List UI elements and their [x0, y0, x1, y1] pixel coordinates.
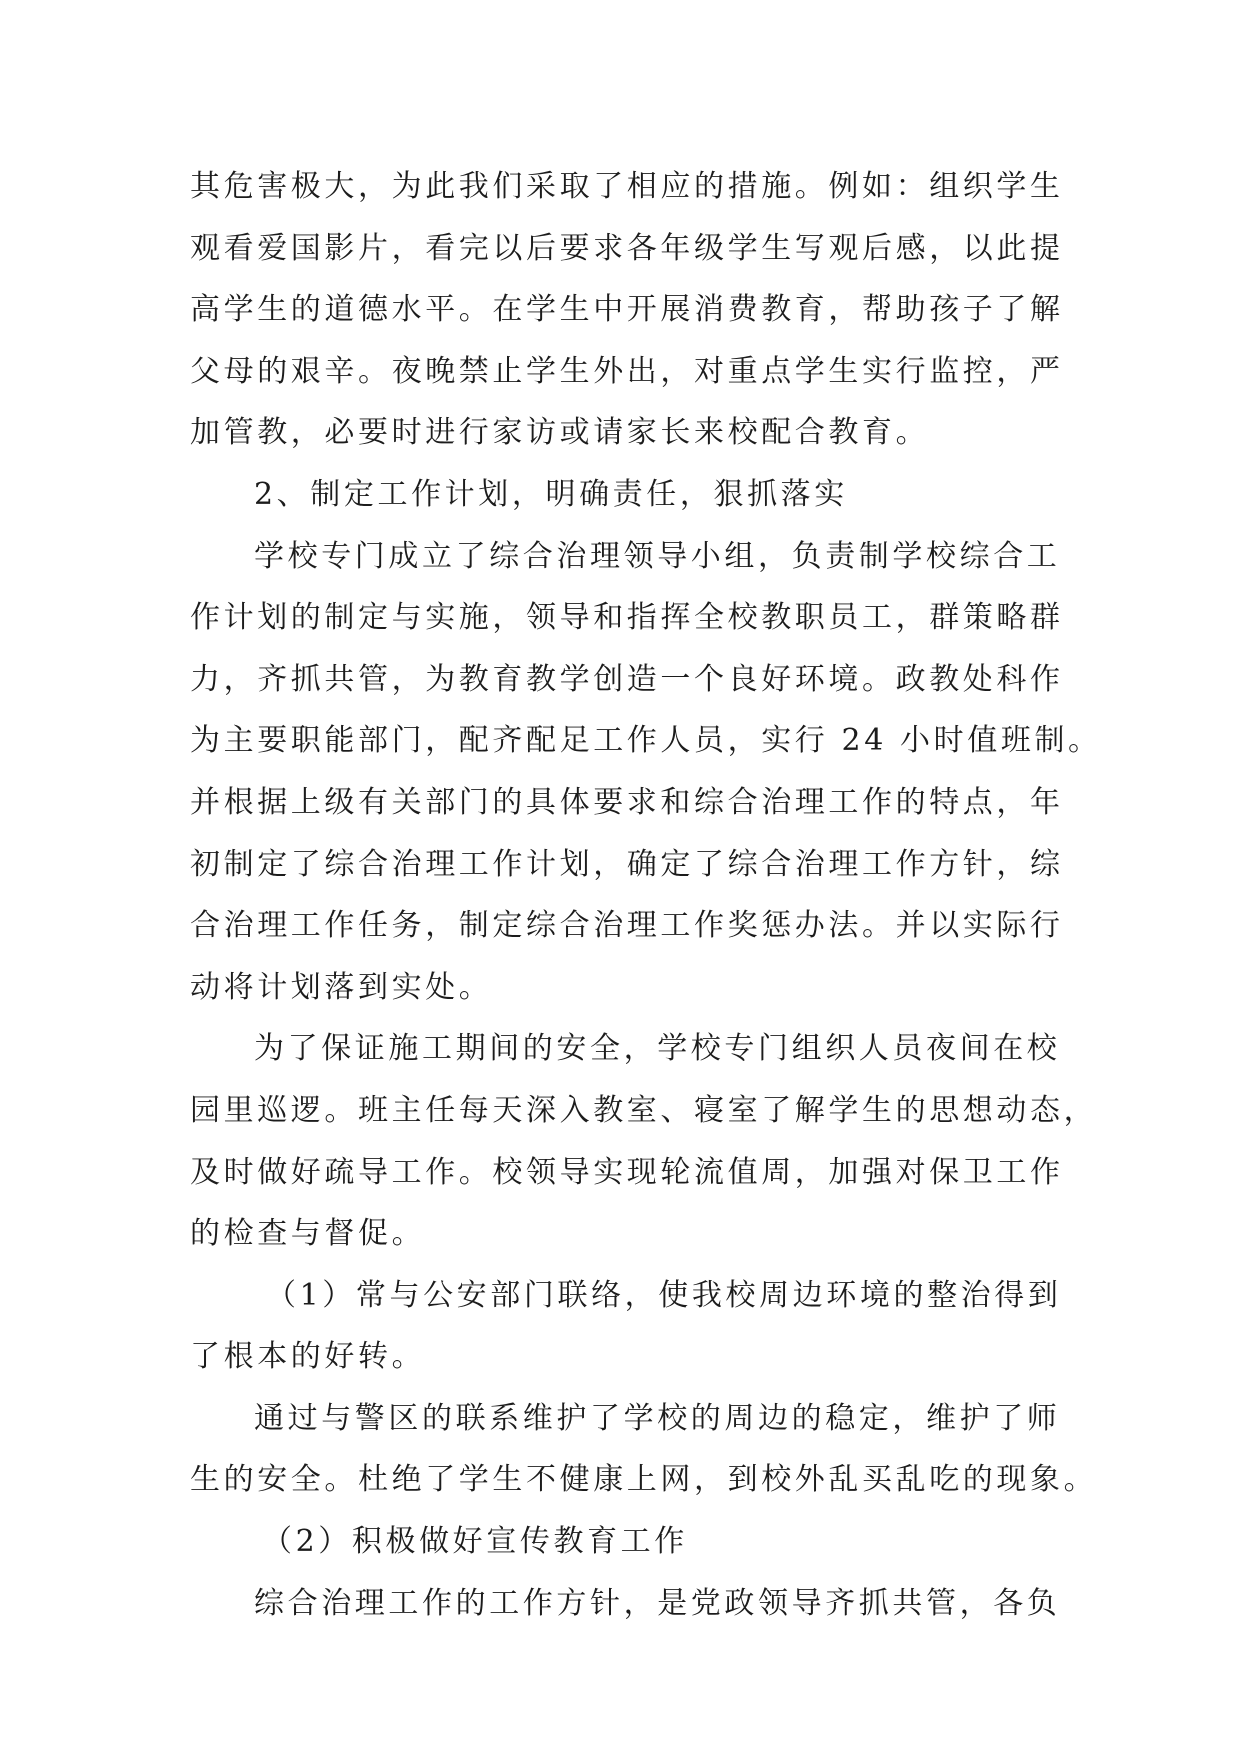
text-line: 力，齐抓共管，为教育教学创造一个良好环境。政教处科作: [190, 661, 1064, 697]
subsection-heading: （1）常与公安部门联络，使我校周边环境的整治得到: [266, 1277, 1062, 1313]
text-line: 生的安全。杜绝了学生不健康上网，到校外乱买乱吃的现象。: [190, 1462, 1098, 1498]
subsection-heading: （2）积极做好宣传教育工作: [262, 1524, 688, 1560]
text-line: 通过与警区的联系维护了学校的周边的稳定，维护了师: [254, 1400, 1061, 1436]
text-line: 初制定了综合治理工作计划，确定了综合治理工作方针，综: [190, 846, 1064, 882]
text-line: 加管教，必要时进行家访或请家长来校配合教育。: [190, 415, 930, 451]
text-line: 为主要职能部门，配齐配足工作人员，实行 24 小时值班制。: [190, 723, 1102, 759]
text-line: 了根本的好转。: [190, 1339, 426, 1375]
text-line: 及时做好疏导工作。校领导实现轮流值周，加强对保卫工作: [190, 1154, 1064, 1190]
text-line: 观看爱国影片，看完以后要求各年级学生写观后感，以此提: [190, 230, 1064, 266]
text-line: 综合治理工作的工作方针，是党政领导齐抓共管，各负: [254, 1585, 1061, 1621]
text-line: 高学生的道德水平。在学生中开展消费教育，帮助孩子了解: [190, 292, 1064, 328]
text-line: 其危害极大，为此我们采取了相应的措施。例如：组织学生: [190, 169, 1064, 204]
text-line: 并根据上级有关部门的具体要求和综合治理工作的特点，年: [190, 784, 1064, 820]
text-line: 为了保证施工期间的安全，学校专门组织人员夜间在校: [254, 1031, 1061, 1067]
text-line: 合治理工作任务，制定综合治理工作奖惩办法。并以实际行: [190, 908, 1064, 944]
text-line: 动将计划落到实处。: [190, 969, 493, 1005]
text-line: 作计划的制定与实施，领导和指挥全校教职员工，群策略群: [190, 600, 1064, 636]
text-line: 学校专门成立了综合治理领导小组，负责制学校综合工: [254, 538, 1061, 574]
text-line: 的检查与督促。: [190, 1216, 426, 1252]
text-line: 园里巡逻。班主任每天深入教室、寝室了解学生的思想动态，: [190, 1092, 1098, 1128]
section-heading: 2、制定工作计划，明确责任，狠抓落实: [254, 476, 848, 512]
text-line: 父母的艰辛。夜晚禁止学生外出，对重点学生实行监控，严: [190, 353, 1064, 389]
body-text: [190, 156, 1102, 1634]
